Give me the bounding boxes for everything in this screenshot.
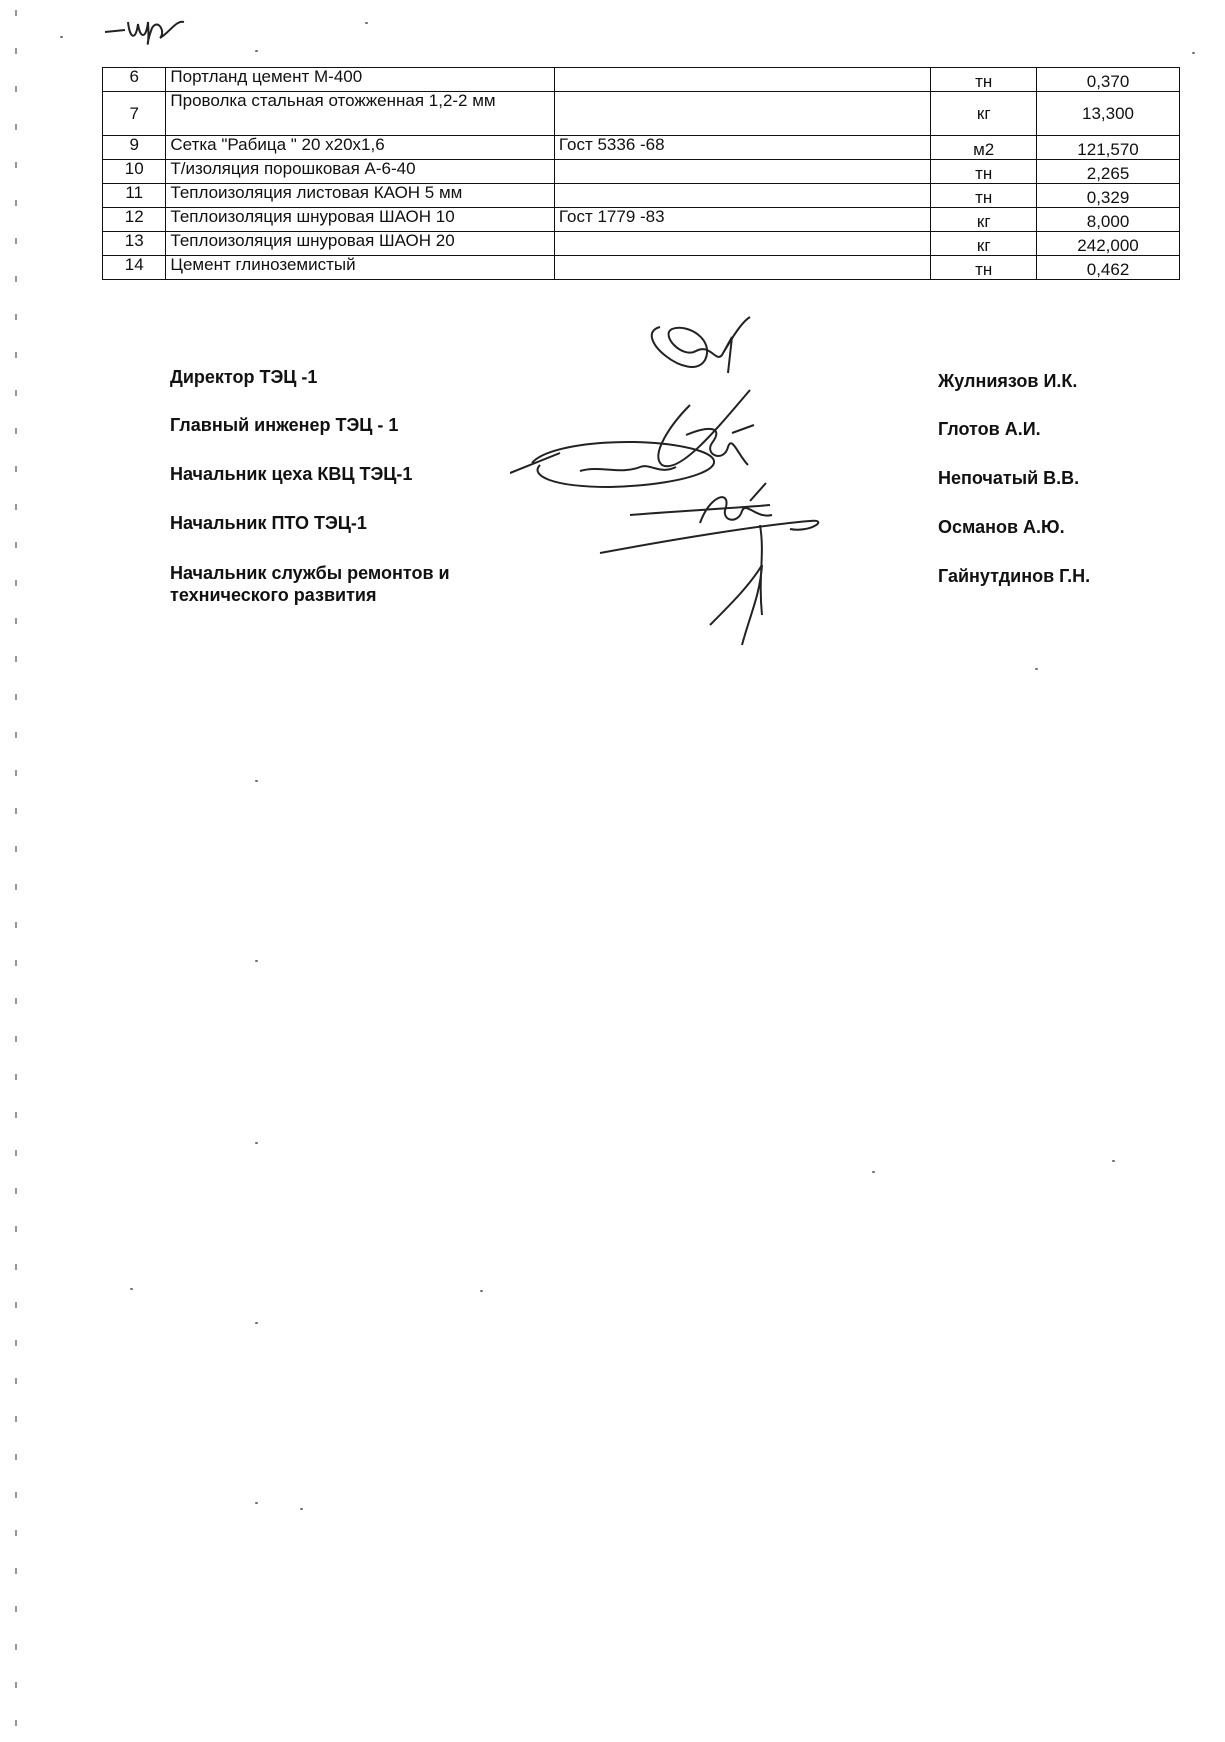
material-name: Цемент глиноземистый — [166, 256, 555, 280]
material-unit: кг — [931, 208, 1037, 232]
signer-role: Главный инженер ТЭЦ - 1 — [170, 415, 399, 435]
material-name: Портланд цемент М-400 — [166, 68, 555, 92]
table-row — [103, 232, 1180, 256]
material-standard — [554, 232, 930, 256]
scan-speck — [872, 1171, 875, 1173]
material-unit: тн — [931, 160, 1037, 184]
material-standard — [554, 92, 930, 136]
material-unit: тн — [931, 256, 1037, 280]
material-unit: тн — [931, 184, 1037, 208]
table-row — [103, 256, 1180, 280]
material-quantity: 13,300 — [1037, 92, 1180, 136]
row-number: 11 — [103, 184, 166, 208]
row-number: 10 — [103, 160, 166, 184]
material-standard — [554, 68, 930, 92]
scan-margin-artifact — [15, 10, 17, 1730]
material-unit: кг — [931, 92, 1037, 136]
scan-speck — [255, 1502, 258, 1504]
scan-speck — [130, 1288, 133, 1290]
material-name: Теплоизоляция шнуровая ШАОН 10 — [166, 208, 555, 232]
scan-speck — [480, 1290, 483, 1292]
scan-speck — [365, 22, 368, 24]
scan-speck — [1035, 668, 1038, 670]
row-number: 14 — [103, 256, 166, 280]
scan-speck — [255, 960, 258, 962]
material-name: Проволка стальная отожженная 1,2-2 мм — [166, 92, 555, 136]
table-row — [103, 208, 1180, 232]
material-quantity: 8,000 — [1037, 208, 1180, 232]
material-name: Теплоизоляция листовая КАОН 5 мм — [166, 184, 555, 208]
material-unit: тн — [931, 68, 1037, 92]
material-quantity: 242,000 — [1037, 232, 1180, 256]
materials-table — [102, 67, 1180, 280]
scan-speck — [300, 1508, 303, 1510]
handwritten-mark-icon — [100, 10, 190, 50]
signer-role: Начальник службы ремонтов и технического развития — [170, 563, 450, 605]
material-standard — [554, 184, 930, 208]
table-row — [103, 92, 1180, 136]
table-row — [103, 68, 1180, 92]
material-name: Сетка "Рабица " 20 х20х1,6 — [166, 136, 555, 160]
signer-name: Османов А.Ю. — [938, 517, 1065, 537]
table-row — [103, 160, 1180, 184]
material-quantity: 2,265 — [1037, 160, 1180, 184]
table-row — [103, 184, 1180, 208]
scan-speck — [60, 36, 63, 38]
material-quantity: 0,462 — [1037, 256, 1180, 280]
material-standard — [554, 160, 930, 184]
scan-speck — [255, 780, 258, 782]
signer-name: Глотов А.И. — [938, 419, 1041, 439]
material-standard — [554, 256, 930, 280]
signer-name: Жулниязов И.К. — [938, 371, 1078, 391]
signer-role: Начальник цеха КВЦ ТЭЦ-1 — [170, 464, 413, 484]
material-name: Т/изоляция порошковая А-6-40 — [166, 160, 555, 184]
signer-role: Директор ТЭЦ -1 — [170, 367, 318, 387]
handwritten-signatures-icon — [510, 315, 930, 655]
material-standard: Гост 5336 -68 — [554, 136, 930, 160]
material-name: Теплоизоляция шнуровая ШАОН 20 — [166, 232, 555, 256]
row-number: 7 — [103, 92, 166, 136]
scan-speck — [255, 1322, 258, 1324]
table-row — [103, 136, 1180, 160]
row-number: 13 — [103, 232, 166, 256]
scan-speck — [1192, 52, 1195, 54]
signer-name: Гайнутдинов Г.Н. — [938, 566, 1091, 586]
material-quantity: 0,329 — [1037, 184, 1180, 208]
material-standard: Гост 1779 -83 — [554, 208, 930, 232]
scan-speck — [1112, 1160, 1115, 1162]
scan-speck — [255, 50, 258, 52]
signer-name: Непочатый В.В. — [938, 468, 1080, 488]
row-number: 6 — [103, 68, 166, 92]
material-unit: м2 — [931, 136, 1037, 160]
row-number: 9 — [103, 136, 166, 160]
row-number: 12 — [103, 208, 166, 232]
material-quantity: 121,570 — [1037, 136, 1180, 160]
material-unit: кг — [931, 232, 1037, 256]
signer-role: Начальник ПТО ТЭЦ-1 — [170, 513, 367, 533]
scan-speck — [255, 1142, 258, 1144]
material-quantity: 0,370 — [1037, 68, 1180, 92]
